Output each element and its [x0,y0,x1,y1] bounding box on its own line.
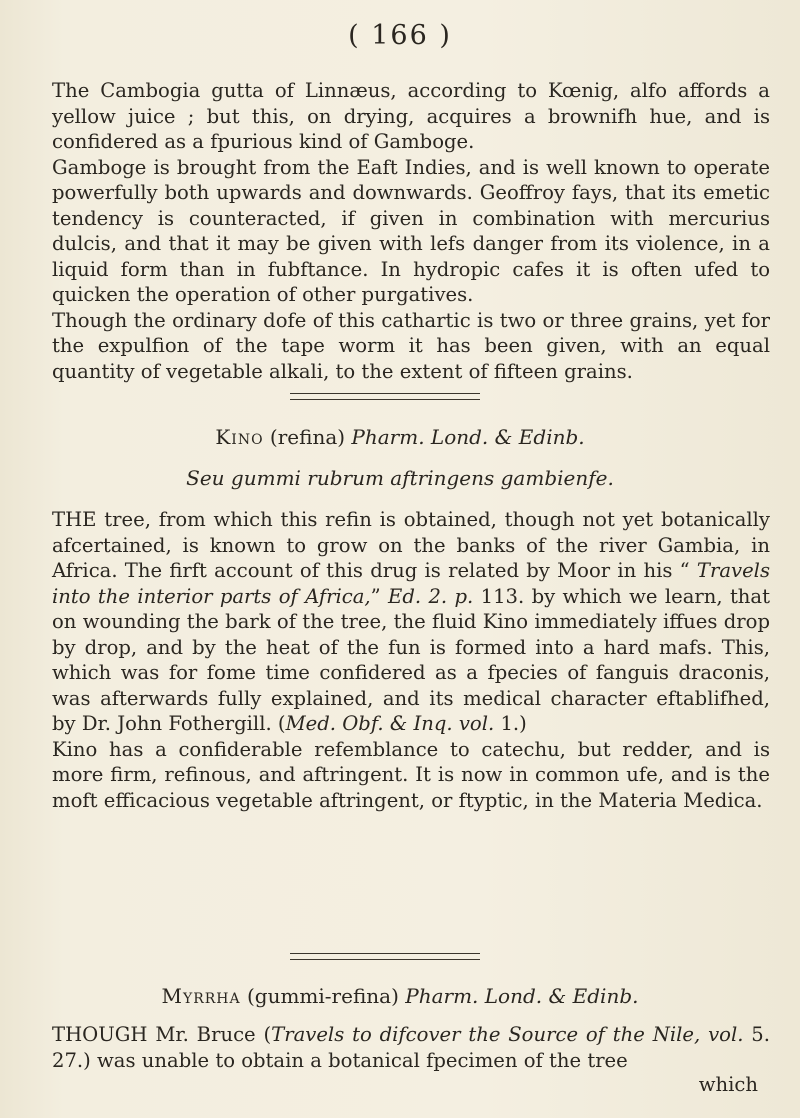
kino-text-c: 113. by which we learn, that on wounding the bark of the tree, the fluid Kino immediately iffues drop by drop, and by the heat of the fun is formed into a hard mafs. This, which was for fome time confidered as a fpecies of fanguis draconis, was afterwards fully explained, and its medical character eftablifhed, by Dr. John Fothergill. ( [52,584,770,735]
kino-text-b: ” [370,584,389,608]
kino-text-d: 1.) [494,712,527,735]
gamboge-section [52,78,770,384]
kino-reference: Med. Obf. & Inq. vol. [285,712,495,735]
myrrha-text-a: Mr. Bruce ( [147,1023,272,1046]
myrrha-heading [0,984,800,1008]
kino-pharmacopoeia: Pharm. Lond. & Edinb. [351,425,585,449]
gamboge-paragraph-3: Though the ordinary dofe of this cathartic is two or three grains, yet for the expulfion of the tape worm it has been given, with an equal quantity of vegetable alkali, to the extent of fifteen grains. [52,308,770,383]
kino-text-a: tree, from which this refin is obtained, though not yet botanically afcertained, is known to grow on the banks of the river Gambia, in Africa. The firft account of this drug is related by Moor in his “ [52,508,770,582]
kino-subtitle: Seu gummi rubrum aftringens gambienfe. [186,466,614,490]
kino-subtitle-line [0,466,800,490]
section-rule-1 [290,393,480,400]
myrrha-pharmacopoeia: Pharm. Lond. & Edinb. [405,984,639,1008]
kino-paragraph-2: Kino has a confiderable refemblance to catechu, but redder, and is more firm, refinous, and aftringent. It is now in common ufe, and is the moft efficacious vegetable aftringent, or ftyptic, in the Materia Medica. [52,737,770,812]
myrrha-text-b: 5. 27.) was unable to obtain a botanical fpecimen of the tree [52,1023,770,1072]
kino-title: Kino [215,425,264,449]
myrrha-section [52,1022,770,1073]
page-number: ( 166 ) [348,20,452,51]
gamboge-paragraph-1: The Cambogia gutta of Linnæus, according to Kœnig, alfo affords a yellow juice ; but this, on drying, acquires a brownifh hue, and is confidered as a fpurious kind of Gamboge. [52,79,770,153]
section-rule-2 [290,953,480,960]
catchword: which [698,1073,758,1096]
kino-book-title: Travels into the interior parts of Africa, [52,559,770,608]
gamboge-paragraph-2: Gamboge is brought from the Eaft Indies, and is well known to operate powerfully both upwards and downwards. Geoffroy fays, that its emetic tendency is counteracted, if given in combination with mercurius dulcis, and that it may be given with lefs danger from its violence, in a liquid form than in fubftance. In hydropic cafes it is often ufed to quicken the operation of other purgatives. [52,155,770,306]
kino-title-rest: (refina) [269,425,346,449]
myrrha-book-title: Travels to difcover the Source of the Nile, vol. [271,1023,744,1046]
kino-lead-word: THE [52,508,97,531]
myrrha-paragraph-1 [52,1022,770,1073]
kino-edition: Ed. 2. p. [388,584,474,608]
myrrha-title: Myrrha [161,984,241,1008]
myrrha-lead-word: THOUGH [52,1023,148,1046]
kino-section [52,507,770,813]
kino-heading [0,425,800,449]
kino-paragraph-1 [52,507,770,737]
myrrha-title-rest: (gummi-refina) [246,984,399,1008]
